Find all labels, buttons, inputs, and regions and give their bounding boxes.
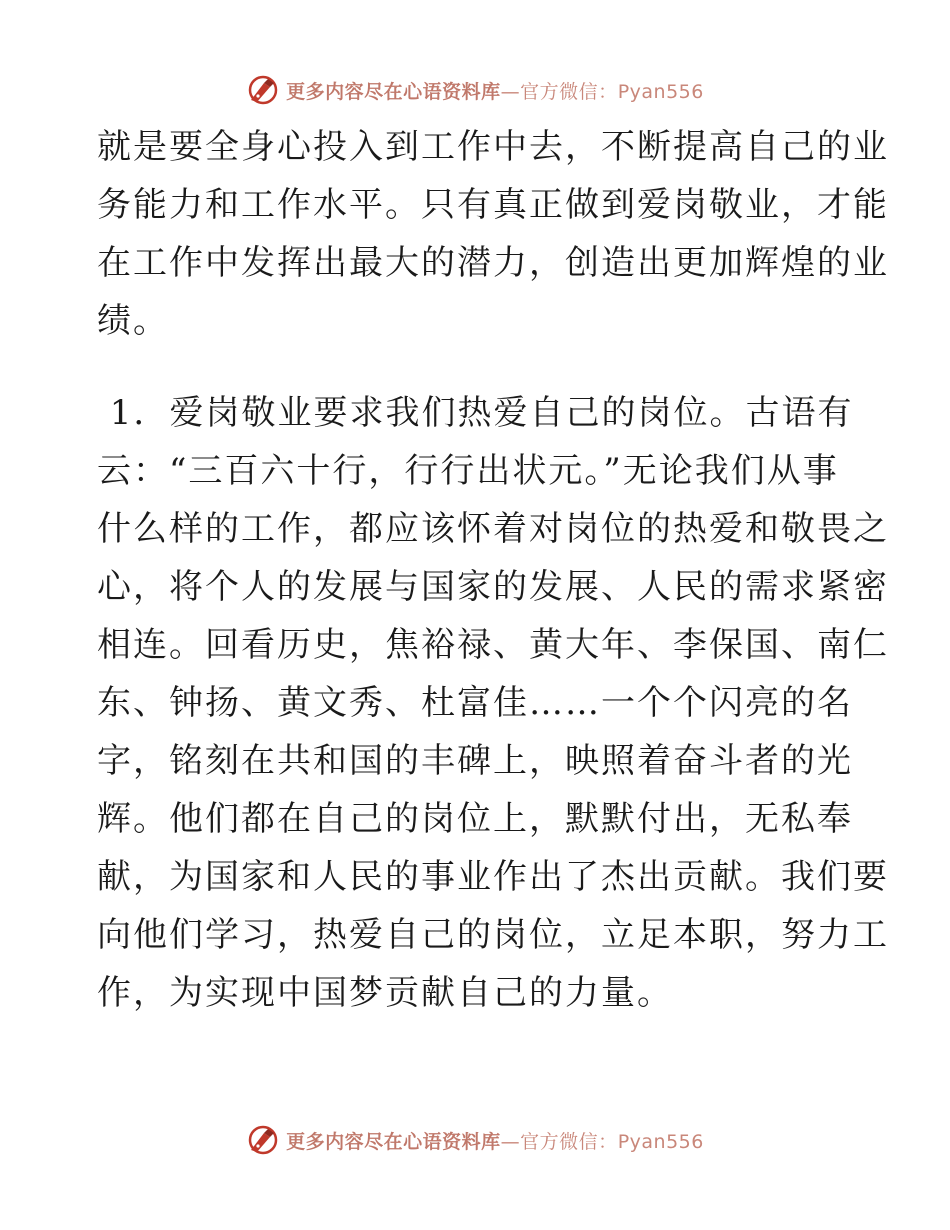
text-line: 献，为国家和人民的事业作出了杰出贡献。我们要 xyxy=(97,857,889,897)
pen-logo-icon xyxy=(246,73,280,107)
text-line: 辉。他们都在自己的岗位上，默默付出，无私奉 xyxy=(97,799,853,839)
text-line: 心，将个人的发展与国家的发展、人民的需求紧密 xyxy=(97,567,889,607)
header-banner xyxy=(0,68,950,112)
paragraph-gap xyxy=(97,350,857,384)
text-line: 在工作中发挥出最大的潜力，创造出更加辉煌的业 xyxy=(97,243,889,283)
text-line: 什么样的工作，都应该怀着对岗位的热爱和敬畏之 xyxy=(97,509,889,549)
header-banner-text: 更多内容尽在心语资料库—官方微信：Pyan556 xyxy=(286,80,704,103)
text-line: 云：“三百六十行，行行出状元。”无论我们从事 xyxy=(97,451,839,491)
text-line: 相连。回看历史，焦裕禄、黄大年、李保国、南仁 xyxy=(97,625,889,665)
text-line: 作，为实现中国梦贡献自己的力量。 xyxy=(97,973,673,1013)
text-line: 1．爱岗敬业要求我们热爱自己的岗位。古语有 xyxy=(97,393,854,433)
text-line: 绩。 xyxy=(97,301,169,341)
body-text xyxy=(97,118,889,1022)
footer-banner xyxy=(0,1118,950,1162)
paragraph xyxy=(97,384,889,1022)
text-line: 东、钟扬、黄文秀、杜富佳……一个个闪亮的名 xyxy=(97,683,853,723)
pen-logo-icon xyxy=(246,1123,280,1157)
paragraph xyxy=(97,118,889,350)
text-line: 向他们学习，热爱自己的岗位，立足本职，努力工 xyxy=(97,915,889,955)
text-line: 字，铭刻在共和国的丰碑上，映照着奋斗者的光 xyxy=(97,741,853,781)
text-line: 就是要全身心投入到工作中去，不断提高自己的业 xyxy=(97,127,889,167)
footer-banner-text: 更多内容尽在心语资料库—官方微信：Pyan556 xyxy=(286,1130,704,1153)
text-line: 务能力和工作水平。只有真正做到爱岗敬业，才能 xyxy=(97,185,889,225)
